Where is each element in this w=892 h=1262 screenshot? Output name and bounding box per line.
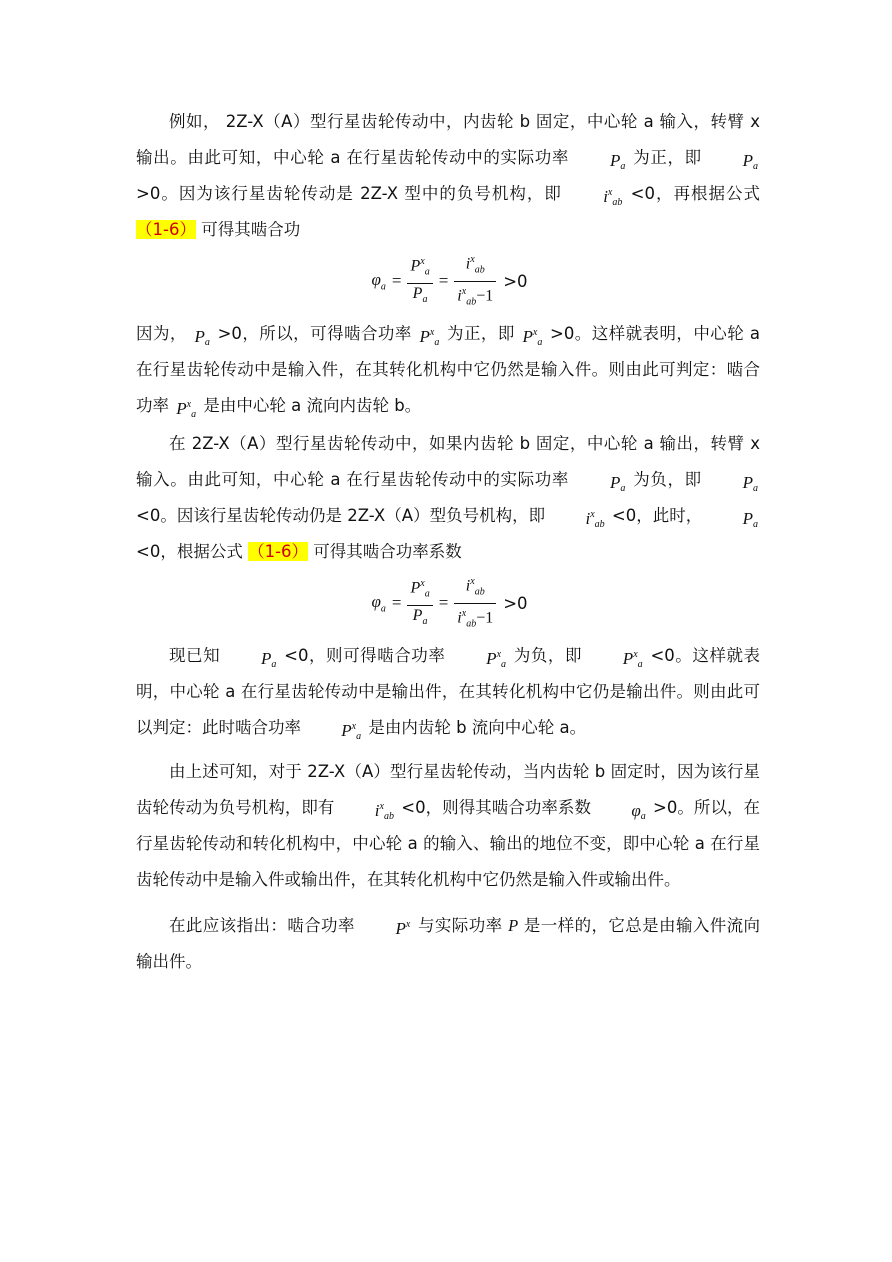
text-run: 由上述可知，对于 2Z-X（A）型行星齿轮传动，当内齿轮 b 固定时，因为该行星齿轮传动为负号机构，即有 — [136, 762, 760, 817]
text-run: 为正，即 — [633, 148, 702, 167]
greater-than-zero: >0 — [503, 593, 528, 613]
symbol-pa: $P_a$ — [742, 473, 759, 494]
paragraph-1 — [136, 0, 760, 248]
paragraph-4 — [136, 638, 760, 746]
text-run: 例如， 2Z-X（A）型行星齿轮传动中，内齿轮 b 固定，中心轮 a 输入，转臂 x 输出。由此可知，中心轮 a 在行星齿轮传动中的实际功率 — [136, 112, 760, 167]
equals-sign: = — [391, 593, 402, 612]
text-run: <0，根据公式 — [136, 542, 243, 561]
symbol-p-x: $P^x$ — [395, 919, 411, 938]
fraction-ratio: $\frac{i^x_{ab}}{i^x_{ab}-1}$ — [454, 250, 496, 312]
efficiency-formula-2 — [136, 572, 760, 634]
equals-sign: = — [438, 271, 449, 290]
efficiency-formula-1 — [136, 250, 760, 312]
text-run: <0，此时， — [611, 506, 703, 525]
fraction-power: $\frac{P^x_a}{P_a}$ — [407, 574, 432, 632]
symbol-pa-x: $P^x_a$ — [341, 721, 362, 742]
symbol-pa: $P_a$ — [742, 151, 759, 172]
text-run: 为正，即 — [447, 324, 515, 343]
text-run: 因为， — [136, 324, 187, 343]
symbol-p: P — [508, 916, 519, 935]
symbol-phi-a: $\varphi_a$ — [631, 801, 646, 822]
symbol-iab-x: $i^x_{ab}$ — [585, 509, 605, 530]
phi-a: $\varphi_a$ — [371, 591, 386, 615]
equals-sign: = — [391, 271, 402, 290]
paragraph-2 — [136, 316, 760, 424]
symbol-pa: $P_a$ — [609, 151, 626, 172]
symbol-pa-x: $P^x_a$ — [486, 649, 507, 670]
paragraph-3 — [136, 426, 760, 570]
text-run: <0，则得其啮合功率系数 — [401, 798, 592, 817]
text-run: 是由内齿轮 b 流向中心轮 a。 — [368, 718, 587, 737]
phi-a: $\varphi_a$ — [371, 269, 386, 293]
text-run: 可得其啮合功 — [201, 220, 301, 239]
symbol-pa-x: $P^x_a$ — [522, 327, 543, 348]
text-run: 是由中心轮 a 流向内齿轮 b。 — [203, 396, 422, 415]
symbol-pa: $P_a$ — [609, 473, 626, 494]
text-run: <0。这样就表明，中心轮 a 在行星齿轮传动中是输出件，在其转化机构中它仍是输出件。则由此可以判定：此时啮合功率 — [136, 646, 760, 737]
paragraph-5 — [136, 754, 760, 898]
text-run: >0。所以，在行星齿轮传动和转化机构中，中心轮 a 的输入、输出的地位不变，即中心轮 a 在行星齿轮传动中是输入件或输出件，在其转化机构中它仍然是输入件或输出件。 — [136, 798, 761, 889]
symbol-pa: $P_a$ — [194, 327, 210, 348]
text-run: >0。因为该行星齿轮传动是 2Z-X 型中的负号机构，即 — [136, 184, 562, 203]
symbol-iab-x: $i^x_{ab}$ — [374, 801, 394, 822]
symbol-pa: $P_a$ — [260, 649, 277, 670]
paragraph-6 — [136, 908, 760, 980]
text-run: 现已知 — [169, 646, 221, 665]
formula-reference-highlight: （1-6） — [136, 220, 196, 239]
symbol-pa-x: $P^x_a$ — [176, 399, 197, 420]
text-run: 在此应该指出：啮合功率 — [169, 916, 355, 935]
text-run: 为负，即 — [513, 646, 582, 665]
symbol-pa-x: $P^x_a$ — [622, 649, 643, 670]
text-run: <0。因该行星齿轮传动仍是 2Z-X（A）型负号机构，即 — [136, 506, 546, 525]
equals-sign: = — [438, 593, 449, 612]
text-run: >0。这样就表明，中心轮 a 在行星齿轮传动中是输入件，在其转化机构中它仍然是输入件。则由此可判定：啮合功率 — [136, 324, 760, 415]
symbol-iab-x: $i^x_{ab}$ — [603, 187, 623, 208]
symbol-pa-x: $P^x_a$ — [419, 327, 440, 348]
fraction-ratio: $\frac{i^x_{ab}}{i^x_{ab}-1}$ — [454, 572, 496, 634]
formula-reference-highlight: （1-6） — [248, 542, 309, 561]
fraction-power: $\frac{P^x_a}{P_a}$ — [407, 252, 432, 310]
text-run: <0，则可得啮合功率 — [284, 646, 446, 665]
text-run: 在 2Z-X（A）型行星齿轮传动中，如果内齿轮 b 固定，中心轮 a 输出，转臂 x 输入。由此可知，中心轮 a 在行星齿轮传动中的实际功率 — [136, 434, 760, 489]
text-run: 与实际功率 — [418, 916, 509, 935]
text-run: >0，所以，可得啮合功率 — [217, 324, 412, 343]
symbol-pa: $P_a$ — [742, 509, 758, 530]
text-run: 可得其啮合功率系数 — [313, 542, 462, 561]
text-run: <0，再根据公式 — [630, 184, 761, 203]
greater-than-zero: >0 — [503, 271, 528, 291]
text-run: 是一样的，它总是由输入件流向输出件。 — [136, 916, 761, 971]
text-run: 为负，即 — [633, 470, 702, 489]
